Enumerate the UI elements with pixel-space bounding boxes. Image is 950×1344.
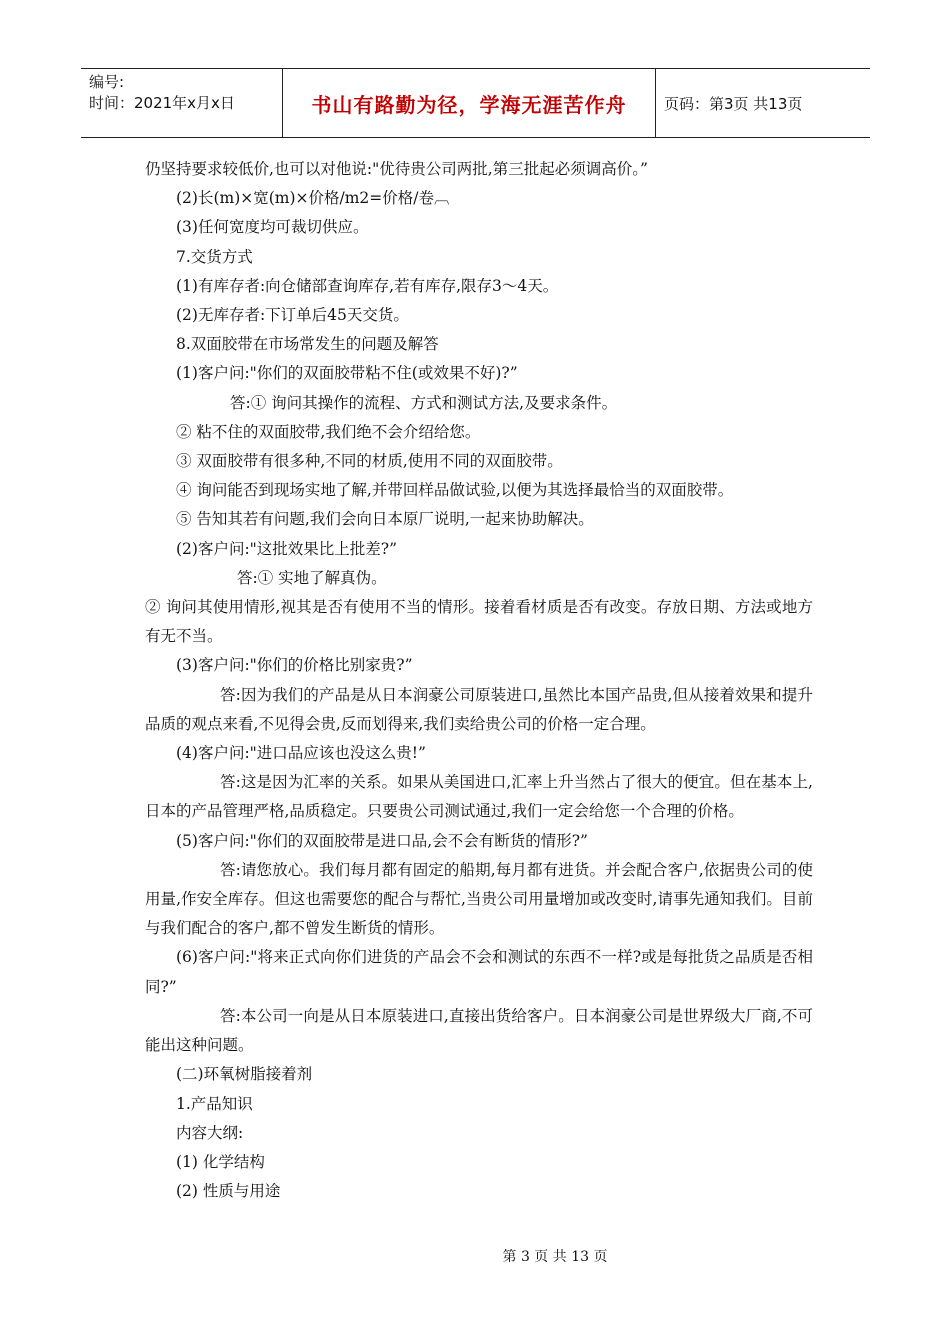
answer-item: ④ 询问能否到现场实地了解,并带回样品做试验,以便为其选择最恰当的双面胶带。 xyxy=(176,481,734,500)
answer-paragraph: 答:因为我们的产品是从日本润豪公司原装进口,虽然比本国产品贵,但从接着效果和提升品质的观点来看,不见得会贵,反而划得来,我们卖给贵公司的价格一定合理。 xyxy=(145,685,813,733)
answer-line: 答:① 实地了解真伪。 xyxy=(237,568,387,587)
paragraph-line: (2)无库存者:下订单后45天交货。 xyxy=(176,306,409,325)
question-line: (2)客户问:"这批效果比上批差?” xyxy=(176,539,398,558)
header-motto: 书山有路勤为径，学海无涯苦作舟 xyxy=(283,69,656,137)
header-meta xyxy=(81,69,283,137)
section-heading: 7.交货方式 xyxy=(176,247,253,266)
document-time-label: 时间：2021年x月x日 xyxy=(89,94,235,112)
answer-item: ③ 双面胶带有很多种,不同的材质,使用不同的双面胶带。 xyxy=(176,452,563,471)
outline-item: (2) 性质与用途 xyxy=(176,1182,281,1201)
outline-item: (1) 化学结构 xyxy=(176,1152,265,1171)
section-heading: (二)环氧树脂接着剂 xyxy=(176,1065,313,1084)
answer-paragraph: 答:这是因为汇率的关系。如果从美国进口,汇率上升当然占了很大的便宜。但在基本上,日本的产品管理严格,品质稳定。只要贵公司测试通过,我们一定会给您一个合理的价格。 xyxy=(145,773,813,821)
question-line: (3)客户问:"你们的价格比别家贵?” xyxy=(176,656,413,675)
answer-item: ⑤ 告知其若有问题,我们会向日本原厂说明,一起来协助解决。 xyxy=(176,510,594,529)
answer-paragraph: 答:请您放心。我们每月都有固定的船期,每月都有进货。并会配合客户,依据贵公司的使用量,作安全库存。但这也需要您的配合与帮忙,当贵公司用量增加或改变时,请事先通知我们。目前与我们配合的客户,都不曾发生断货的情形。 xyxy=(145,860,813,938)
question-line: (4)客户问:"进口品应该也没这么贵!” xyxy=(176,744,426,763)
header-page-code: 页码：第3页 共13页 xyxy=(664,94,803,113)
document-number-label: 编号: xyxy=(89,73,125,91)
paragraph-line: (2)长(m)×宽(m)×价格/m2=价格/卷︹ xyxy=(176,189,450,208)
answer-item: ② 询问其使用情形,视其是否有使用不当的情形。接着看材质是否有改变。存放日期、方法或地方有无不当。 xyxy=(145,598,813,646)
paragraph-line: (1)有库存者:向仓储部查询库存,若有库存,限存3～4天。 xyxy=(176,276,559,295)
answer-item: ② 粘不住的双面胶带,我们绝不会介绍给您。 xyxy=(176,422,481,441)
page-footer: 第 3 页 共 13 页 xyxy=(502,1249,608,1265)
paragraph-line: 内容大纲: xyxy=(176,1123,244,1142)
answer-line: 答:① 询问其操作的流程、方式和测试方法,及要求条件。 xyxy=(230,393,618,412)
question-line: (5)客户问:"你们的双面胶带是进口品,会不会有断货的情形?” xyxy=(176,831,588,850)
section-heading: 1.产品知识 xyxy=(176,1094,253,1113)
section-heading: 8.双面胶带在市场常发生的问题及解答 xyxy=(176,335,439,354)
document-body xyxy=(145,155,813,1206)
paragraph-line: 仍坚持要求较低价,也可以对他说:"优待贵公司两批,第三批起必须调高价。” xyxy=(145,160,648,178)
page-header xyxy=(81,68,870,138)
question-line: (1)客户问:"你们的双面胶带粘不住(或效果不好)?” xyxy=(176,364,518,383)
answer-paragraph: 答:本公司一向是从日本原装进口,直接出货给客户。日本润豪公司是世界级大厂商,不可能出这种问题。 xyxy=(145,1006,813,1055)
question-line: (6)客户问:"将来正式向你们进货的产品会不会和测试的东西不一样?或是每批货之品质是否相同?” xyxy=(145,948,813,996)
paragraph-line: (3)任何宽度均可裁切供应。 xyxy=(176,218,369,237)
